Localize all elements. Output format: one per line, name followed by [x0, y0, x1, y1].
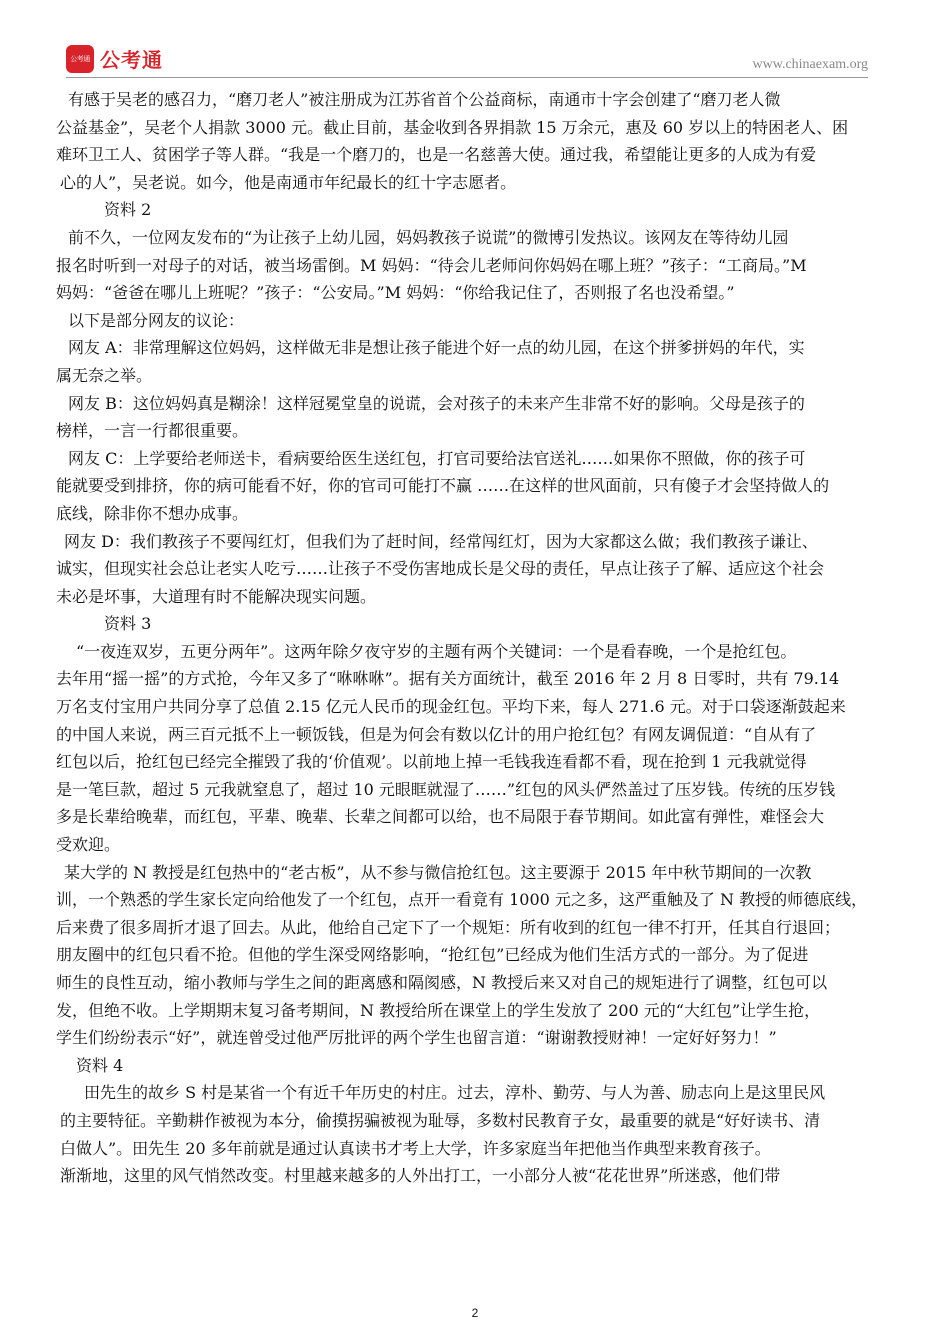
paragraph-1 [56, 86, 872, 196]
text-line: 难环卫工人、贫困学子等人群。“我是一个磨刀的，也是一名慈善大使。通过我，希望能让更多的人成为有爱 [56, 145, 817, 165]
site-url[interactable]: www.chinaexam.org [752, 57, 868, 72]
text-line: “一夜连双岁，五更分两年”。这两年除夕夜守岁的主题有两个关键词：一个是看春晚，一个是抢红包。 [76, 641, 797, 661]
text-line: 去年用“摇一摇”的方式抢，今年又多了“咻咻咻”。据有关方面统计，截至 2016 年 2 月 8 日零时，共有 79.14 [56, 669, 840, 689]
text-line: 前不久，一位网友发布的“为让孩子上幼儿园，妈妈教孩子说谎”的微博引发热议。该网友在等待幼儿园 [68, 227, 789, 247]
section-title-3: 资料 3 [104, 614, 152, 634]
paragraph-6 [56, 1079, 872, 1162]
text-line: 田先生的故乡 S 村是某省一个有近千年历史的村庄。过去，淳朴、勤劳、与人为善、励志向上是这里民风 [84, 1083, 826, 1103]
text-line: 能就要受到排挤，你的病可能看不好，你的官司可能打不赢 ……在这样的世风面前，只有傻子才会坚持做人的 [56, 476, 830, 496]
comment-b [56, 390, 872, 445]
paragraph-7 [56, 1162, 872, 1190]
text-line: 报名时听到一对母子的对话，被当场雷倒。M 妈妈：“待会儿老师问你妈妈在哪上班？”孩子：“工商局。”M [56, 255, 807, 275]
paragraph-4 [56, 638, 872, 859]
text-line: 渐渐地，这里的风气悄然改变。村里越来越多的人外出打工，一小部分人被“花花世界”所迷惑，他们带 [60, 1166, 781, 1186]
text-line: 妈妈：“爸爸在哪儿上班呢？”孩子：“公安局。”M 妈妈：“你给我记住了，否则报了名也没希望。” [56, 283, 735, 303]
text-line: 公益基金”，吴老个人捐款 3000 元。截止目前，基金收到各界捐款 15 万余元，惠及 60 岁以上的特困老人、困 [56, 117, 849, 137]
comment-a [56, 334, 872, 389]
text-line: 是一笔巨款，超过 5 元我就窒息了，超过 10 元眼眶就湿了……”红包的风头俨然盖过了压岁钱。传统的压岁钱 [56, 779, 836, 799]
comment-d [56, 528, 872, 611]
text-line: 的中国人来说，两三百元抵不上一顿饭钱，但是为何会有数以亿计的用户抢红包？有网友调侃道：“自从有了 [56, 724, 817, 744]
text-line: 学生们纷纷表示“好”，就连曾受过他严厉批评的两个学生也留言道：“谢谢教授财神！一定好好努力！” [56, 1028, 777, 1048]
paragraph-3 [56, 307, 872, 335]
text-line: 多是长辈给晚辈，而红包，平辈、晚辈、长辈之间都可以给，也不局限于春节期间。如此富有弹性，难怪会大 [56, 807, 825, 827]
text-line: 发，但绝不收。上学期期末复习备考期间，N 教授给所在课堂上的学生发放了 200 元的“大红包”让学生抢， [56, 1000, 821, 1020]
text-line: 红包以后，抢红包已经完全摧毁了我的‘价值观’。以前地上掉一毛钱我连看都不看，现在抢到 1 元我就觉得 [56, 752, 807, 772]
text-line: 训，一个熟悉的学生家长定向给他发了一个红包，点开一看竟有 1000 元之多，这严重触及了 N 教授的师德底线， [56, 890, 868, 910]
text-line: 榜样，一言一行都很重要。 [56, 421, 249, 441]
text-line: 以下是部分网友的议论： [68, 310, 245, 330]
text-line: 的主要特征。辛勤耕作被视为本分，偷摸拐骗被视为耻辱，多数村民教育子女，最重要的就是“好好读书、清 [60, 1110, 821, 1130]
text-line: 未必是坏事，大道理有时不能解决现实问题。 [56, 586, 377, 606]
text-line: 诚实，但现实社会总让老实人吃亏……让孩子不受伤害地成长是父母的责任，早点让孩子了解、适应这个社会 [56, 559, 825, 579]
text-line: 受欢迎。 [56, 835, 121, 855]
header-divider [66, 77, 868, 78]
section-title-4: 资料 4 [76, 1055, 124, 1075]
text-line: 白做人”。田先生 20 多年前就是通过认真读书才考上大学，许多家庭当年把他当作典型来教育孩子。 [60, 1138, 771, 1158]
text-line: 网友 C：上学要给老师送卡，看病要给医生送红包，打官司要给法官送礼……如果你不照做，你的孩子可 [68, 448, 806, 468]
text-line: 网友 A：非常理解这位妈妈，这样做无非是想让孩子能进个好一点的幼儿园，在这个拼爹拼妈的年代，实 [68, 338, 805, 358]
text-line: 后来费了很多周折才退了回去。从此，他给自己定下了一个规矩：所有收到的红包一律不打开，任其自行退回； [56, 917, 841, 937]
text-line: 朋友圈中的红包只看不抢。但他的学生深受网络影响，“抢红包”已经成为他们生活方式的一部分。为了促进 [56, 945, 809, 965]
paragraph-2 [56, 224, 872, 307]
comment-c [56, 445, 872, 528]
text-line: 网友 B：这位妈妈真是糊涂！这样冠冕堂皇的说谎，会对孩子的未来产生非常不好的影响。父母是孩子的 [68, 393, 805, 413]
document-body [56, 86, 872, 1190]
text-line: 师生的良性互动，缩小教师与学生之间的距离感和隔阂感，N 教授后来又对自己的规矩进行了调整，红包可以 [56, 973, 828, 992]
text-line: 某大学的 N 教授是红包热中的“老古板”，从不参与微信抢红包。这主要源于 2015 年中秋节期间的一次教 [64, 862, 812, 882]
section-title-2: 资料 2 [104, 200, 152, 220]
text-line: 网友 D：我们教孩子不要闯红灯，但我们为了赶时间，经常闯红灯，因为大家都这么做；我们教孩子谦让、 [64, 531, 818, 551]
text-line: 万名支付宝用户共同分享了总值 2.15 亿元人民币的现金红包。平均下来，每人 271.6 元。对于口袋逐渐鼓起来 [56, 697, 846, 717]
text-line: 属无奈之举。 [56, 365, 153, 385]
page-header [0, 0, 950, 80]
logo-text: 公考通 [100, 48, 163, 72]
logo-badge-icon: 公考通 [66, 45, 94, 73]
text-line: 有感于吴老的感召力，“磨刀老人”被注册成为江苏省首个公益商标，南通市十字会创建了“磨刀老人微 [68, 90, 781, 109]
text-line: 底线，除非你不想办成事。 [56, 503, 249, 523]
text-line: 心的人”，吴老说。如今，他是南通市年纪最长的红十字志愿者。 [60, 172, 517, 192]
paragraph-5 [56, 859, 872, 1052]
brand-logo[interactable] [66, 44, 163, 73]
page-number: 2 [471, 1306, 479, 1320]
